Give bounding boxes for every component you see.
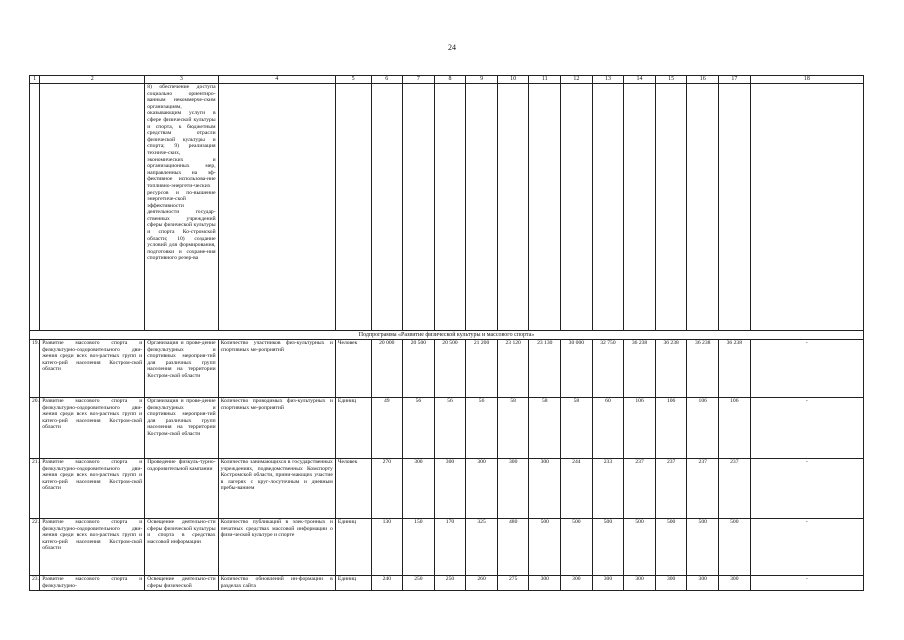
table-cell bbox=[561, 84, 593, 331]
value-cell: 237 bbox=[624, 459, 656, 519]
table-cell bbox=[40, 84, 145, 331]
value-cell: 300 bbox=[529, 459, 561, 519]
value-cell: 130 bbox=[371, 519, 403, 576]
value-cell: 106 bbox=[719, 398, 751, 459]
column-number: 15 bbox=[655, 76, 687, 84]
measure-text: Проведение физкуль-турно-оздоровительной кампании bbox=[145, 459, 218, 519]
value-cell: 21 200 bbox=[466, 340, 498, 398]
value-cell: 36 238 bbox=[687, 340, 719, 398]
column-number: 10 bbox=[497, 76, 529, 84]
value-cell: 300 bbox=[529, 576, 561, 591]
task-text: Развитие массового спорта и физкультурно- bbox=[40, 576, 145, 591]
measure-text: Организация и прове-дение физкультурных и спортивных мероприя-тий для различных групп населения на территории Костром-ской области bbox=[145, 398, 218, 459]
indicator-text: Количество проводимых физ-культурных и спортивных ме-роприятий bbox=[218, 398, 335, 459]
task-text: Развитие массового спорта и физкультурно-оздоровительного дви-жения среди всех воз-растных групп и катего-рий населения Костром-ской области bbox=[40, 519, 145, 576]
value-cell: 300 bbox=[434, 459, 466, 519]
value-cell: 500 bbox=[592, 519, 624, 576]
indicator-text: Количество обновлений ин-формации в разделах сайта bbox=[218, 576, 335, 591]
value-cell: 106 bbox=[655, 398, 687, 459]
unit-text: Единиц bbox=[335, 576, 371, 591]
table-cell bbox=[687, 84, 719, 331]
measure-text: Освещение деятельно-сти сферы физической культуры и спорта в средствах массовой информации bbox=[145, 519, 218, 576]
value-cell: 300 bbox=[561, 576, 593, 591]
value-cell: 36 238 bbox=[719, 340, 751, 398]
column-number: 8 bbox=[434, 76, 466, 84]
note-cell: - bbox=[750, 398, 863, 459]
row-number: 19. bbox=[30, 340, 40, 398]
value-cell: 237 bbox=[719, 459, 751, 519]
column-number: 3 bbox=[145, 76, 218, 84]
column-number: 14 bbox=[624, 76, 656, 84]
value-cell: 237 bbox=[655, 459, 687, 519]
value-cell: 500 bbox=[529, 519, 561, 576]
subprogram-row bbox=[30, 331, 864, 340]
value-cell: 500 bbox=[561, 519, 593, 576]
note-cell: - bbox=[750, 459, 863, 519]
value-cell: 56 bbox=[434, 398, 466, 459]
value-cell: 20 500 bbox=[434, 340, 466, 398]
column-number: 18 bbox=[750, 76, 863, 84]
value-cell: 300 bbox=[719, 576, 751, 591]
value-cell: 300 bbox=[592, 576, 624, 591]
task-text: Развитие массового спорта и физкультурно-оздоровительного дви-жения среди всех воз-растных групп и катего-рий населения Костром-ской области bbox=[40, 340, 145, 398]
table-cell bbox=[371, 84, 403, 331]
column-number: 17 bbox=[719, 76, 751, 84]
task-text: Развитие массового спорта и физкультурно-оздоровительного дви-жения среди всех воз-растных групп и катего-рий населения Костром-ской области bbox=[40, 398, 145, 459]
value-cell: 170 bbox=[434, 519, 466, 576]
value-cell: 56 bbox=[403, 398, 435, 459]
value-cell: 300 bbox=[655, 576, 687, 591]
row-number: 22. bbox=[30, 519, 40, 576]
table-row bbox=[30, 576, 864, 591]
table-row bbox=[30, 459, 864, 519]
row-number: 20. bbox=[30, 398, 40, 459]
table-cell bbox=[624, 84, 656, 331]
table-cell bbox=[466, 84, 498, 331]
continuation-text: 8) обеспечение доступа социально ориентиро-ванным некоммерче-ским организациям, оказывающим услуги в сфере физической культуры и спорта, к бюджетным средствам отрасли физической культуры и спорта; 9) реализация техниче-ских, экономических и организационных мер, направленных на эф-фективное использова-ние топливно-энергети-ческих ресурсов и по-вышение энергетиче-ской эффективности деятельности государ-ственных учреждений сферы физической культуры и спорта Ко-стромской области; 10) создание условий для формирования, подготовки и сохране-ния спортивного резер-ва bbox=[145, 84, 218, 331]
value-cell: 23 130 bbox=[529, 340, 561, 398]
value-cell: 500 bbox=[624, 519, 656, 576]
value-cell: 36 238 bbox=[624, 340, 656, 398]
column-number: 1 bbox=[30, 76, 40, 84]
column-number: 5 bbox=[335, 76, 371, 84]
unit-text: Единиц bbox=[335, 519, 371, 576]
column-number: 13 bbox=[592, 76, 624, 84]
column-number: 12 bbox=[561, 76, 593, 84]
indicator-text: Количество участников физ-культурных и спортивных ме-роприятий bbox=[218, 340, 335, 398]
value-cell: 300 bbox=[624, 576, 656, 591]
value-cell: 36 238 bbox=[655, 340, 687, 398]
value-cell: 260 bbox=[466, 576, 498, 591]
value-cell: 500 bbox=[655, 519, 687, 576]
value-cell: 58 bbox=[561, 398, 593, 459]
indicator-text: Количество публикаций в элек-тронных и печатных средствах массовой информации о физи-ческой культуре и спорте bbox=[218, 519, 335, 576]
table-cell bbox=[218, 84, 335, 331]
value-cell: 480 bbox=[497, 519, 529, 576]
value-cell: 23 120 bbox=[497, 340, 529, 398]
table-cell bbox=[655, 84, 687, 331]
task-text: Развитие массового спорта и физкультурно-оздоровительного дви-жения среди всех воз-растных групп и катего-рий населения Костром-ской области bbox=[40, 459, 145, 519]
value-cell: 240 bbox=[371, 576, 403, 591]
value-cell: 60 bbox=[592, 398, 624, 459]
table-row bbox=[30, 398, 864, 459]
value-cell: 244 bbox=[561, 459, 593, 519]
value-cell: 20 500 bbox=[403, 340, 435, 398]
column-number: 2 bbox=[40, 76, 145, 84]
measure-text: Освещение деятельно-сти сферы физической bbox=[145, 576, 218, 591]
value-cell: 325 bbox=[466, 519, 498, 576]
page-number: 24 bbox=[448, 43, 456, 52]
table-cell bbox=[335, 84, 371, 331]
row-number: 23. bbox=[30, 576, 40, 591]
column-number: 7 bbox=[403, 76, 435, 84]
table-cell bbox=[403, 84, 435, 331]
value-cell: 300 bbox=[497, 459, 529, 519]
table-cell bbox=[592, 84, 624, 331]
continuation-row bbox=[30, 84, 864, 331]
column-number: 16 bbox=[687, 76, 719, 84]
table-cell bbox=[30, 84, 40, 331]
value-cell: 106 bbox=[624, 398, 656, 459]
value-cell: 500 bbox=[687, 519, 719, 576]
column-number: 6 bbox=[371, 76, 403, 84]
table-cell bbox=[497, 84, 529, 331]
value-cell: 270 bbox=[371, 459, 403, 519]
table-cell bbox=[750, 84, 863, 331]
value-cell: 150 bbox=[403, 519, 435, 576]
table-cell bbox=[529, 84, 561, 331]
value-cell: 32 750 bbox=[592, 340, 624, 398]
indicator-text: Количество занимающихся в государственных учреждениях, подведомственных Комспорту Костромской области, прини-мающих участие в лагерях с круг-лосуточным и дневным пребы-ванием bbox=[218, 459, 335, 519]
unit-text: Человек bbox=[335, 340, 371, 398]
row-number: 21. bbox=[30, 459, 40, 519]
value-cell: 30 000 bbox=[561, 340, 593, 398]
table-row bbox=[30, 340, 864, 398]
value-cell: 500 bbox=[719, 519, 751, 576]
table-cell bbox=[719, 84, 751, 331]
column-number: 4 bbox=[218, 76, 335, 84]
table-cell bbox=[434, 84, 466, 331]
value-cell: 56 bbox=[466, 398, 498, 459]
subprogram-title: Подпрограмма «Развитие физической культуры и массового спорта» bbox=[30, 331, 864, 340]
value-cell: 250 bbox=[434, 576, 466, 591]
column-number: 11 bbox=[529, 76, 561, 84]
value-cell: 300 bbox=[403, 459, 435, 519]
program-indicators-table bbox=[29, 75, 864, 591]
header-row bbox=[30, 76, 864, 84]
measure-text: Организация и прове-дение физкультурных и спортивных мероприя-тий для различных групп населения на территории Костром-ской области bbox=[145, 340, 218, 398]
note-cell: - bbox=[750, 576, 863, 591]
value-cell: 300 bbox=[466, 459, 498, 519]
value-cell: 275 bbox=[497, 576, 529, 591]
column-number: 9 bbox=[466, 76, 498, 84]
unit-text: Человек bbox=[335, 459, 371, 519]
value-cell: 20 000 bbox=[371, 340, 403, 398]
value-cell: 58 bbox=[529, 398, 561, 459]
table-row bbox=[30, 519, 864, 576]
value-cell: 300 bbox=[687, 576, 719, 591]
value-cell: 106 bbox=[687, 398, 719, 459]
unit-text: Единиц bbox=[335, 398, 371, 459]
value-cell: 58 bbox=[497, 398, 529, 459]
value-cell: 237 bbox=[687, 459, 719, 519]
value-cell: 233 bbox=[592, 459, 624, 519]
value-cell: 250 bbox=[403, 576, 435, 591]
note-cell: - bbox=[750, 519, 863, 576]
note-cell: - bbox=[750, 340, 863, 398]
value-cell: 49 bbox=[371, 398, 403, 459]
